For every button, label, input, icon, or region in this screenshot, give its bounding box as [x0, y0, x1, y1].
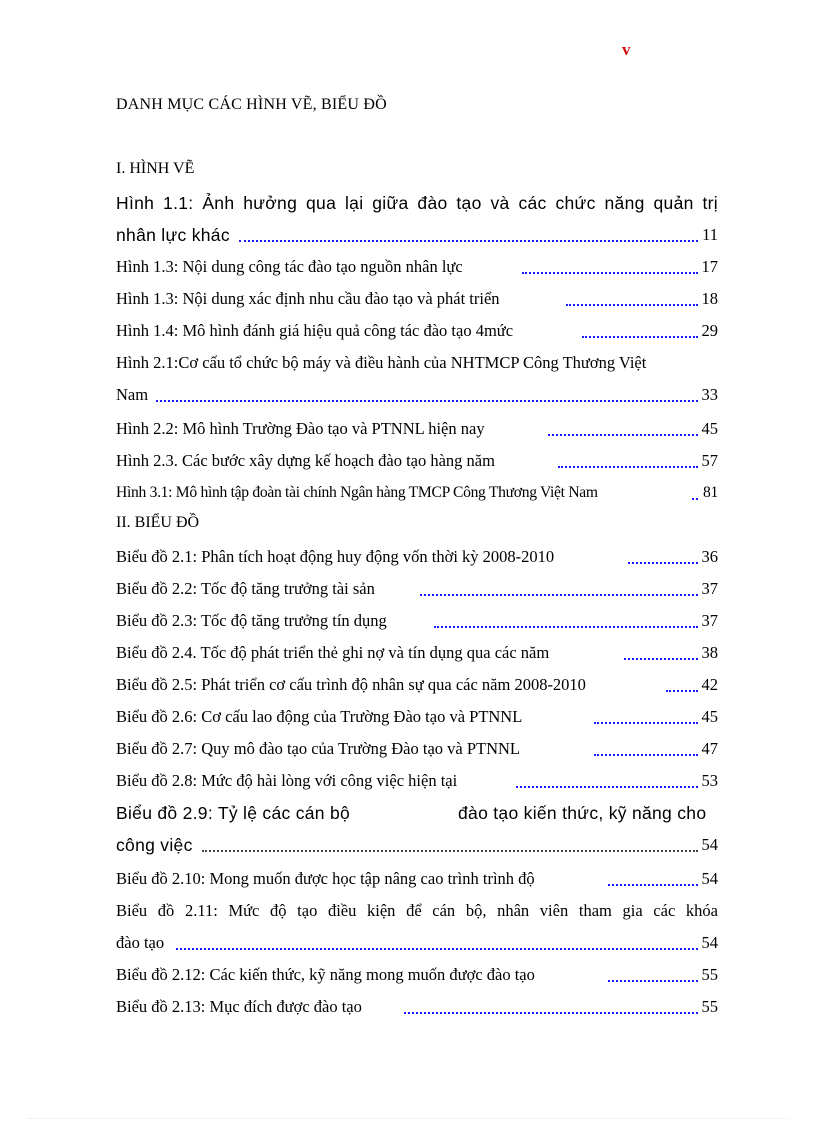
section-charts-heading: II. BIỂU ĐỒ	[116, 514, 200, 531]
toc-entry-label: Biểu đồ 2.8: Mức độ hài lòng với công việc hiện tại	[116, 771, 458, 790]
toc-page-number: 11	[702, 225, 718, 244]
toc-entry-label: Biểu đồ 2.9: Tỷ lệ các cán bộ	[116, 803, 351, 823]
toc-entry-line1[interactable]	[116, 191, 718, 215]
dot-leader	[608, 958, 698, 982]
toc-page-number: 54	[701, 933, 718, 952]
toc-page-number: 37	[701, 579, 718, 598]
toc-page-number: 18	[701, 289, 718, 308]
toc-entry[interactable]	[116, 319, 718, 343]
toc-entry[interactable]	[116, 737, 718, 761]
toc-entry-label: Biểu đồ 2.11: Mức độ tạo điều kiện để cán bộ, nhân viên tham gia các khóa	[116, 901, 718, 920]
toc-entry-label: đào tạo	[116, 933, 165, 952]
toc-page-number: 29	[701, 321, 718, 340]
toc-entry-line1[interactable]	[116, 899, 718, 923]
toc-entry-label: Hình 1.4: Mô hình đánh giá hiệu quả công tác đào tạo 4mức	[116, 321, 514, 340]
toc-page-number: 37	[701, 611, 718, 630]
toc-entry-label: Biểu đồ 2.1: Phân tích hoạt động huy động vốn thời kỳ 2008-2010	[116, 547, 555, 566]
dot-leader	[420, 572, 698, 596]
toc-entry-label: Hình 2.3. Các bước xây dựng kế hoạch đào tạo hàng năm	[116, 451, 495, 470]
dot-leader	[566, 282, 698, 306]
toc-entry-label: nhân lực khác	[116, 225, 230, 245]
dot-leader	[404, 990, 698, 1014]
toc-entry-label: Hình 1.3: Nội dung xác định nhu cầu đào tạo và phát triển	[116, 289, 500, 308]
toc-page-number: 81	[703, 484, 718, 501]
dot-leader	[202, 828, 698, 852]
toc-page-number: 38	[701, 643, 718, 662]
toc-entry-label: Nam	[116, 385, 149, 404]
dot-leader	[624, 636, 698, 660]
section-figures-heading: I. HÌNH VẼ	[116, 160, 195, 177]
page-bottom-border	[28, 1118, 788, 1119]
toc-entry[interactable]	[116, 705, 718, 729]
toc-entry-label: Hình 1.3: Nội dung công tác đào tạo nguồn nhân lực	[116, 257, 463, 276]
toc-page-number: 17	[701, 257, 718, 276]
toc-entry[interactable]	[116, 255, 718, 279]
toc-page-number: 55	[701, 997, 718, 1016]
toc-page-number: 57	[701, 451, 718, 470]
toc-title: DANH MỤC CÁC HÌNH VẼ, BIỂU ĐỒ	[116, 96, 387, 113]
dot-leader	[176, 926, 698, 950]
toc-entry-label: Biểu đồ 2.3: Tốc độ tăng trưởng tín dụng	[116, 611, 387, 630]
dot-leader	[558, 444, 698, 468]
toc-entry[interactable]	[116, 287, 718, 311]
toc-entry[interactable]	[116, 417, 718, 441]
page-number: v	[622, 40, 631, 59]
toc-entry[interactable]	[116, 545, 718, 569]
toc-entry-label: Hình 3.1: Mô hình tập đoàn tài chính Ngân hàng TMCP Công Thương Việt Nam	[116, 484, 598, 501]
toc-entry[interactable]	[116, 867, 718, 891]
dot-leader	[594, 732, 698, 756]
dot-leader	[522, 250, 698, 274]
toc-entry[interactable]	[116, 577, 718, 601]
dot-leader	[239, 218, 698, 242]
toc-entry[interactable]	[116, 383, 718, 407]
dot-leader	[548, 412, 698, 436]
toc-entry-label: Hình 2.1:Cơ cấu tổ chức bộ máy và điều hành của NHTMCP Công Thương Việt	[116, 353, 647, 372]
toc-entry[interactable]	[116, 963, 718, 987]
dot-leader	[516, 764, 698, 788]
toc-entry-label: Biểu đồ 2.12: Các kiến thức, kỹ năng mong muốn được đào tạo	[116, 965, 535, 984]
toc-page-number: 42	[701, 675, 718, 694]
toc-page-number: 54	[701, 869, 718, 888]
toc-entry-line1[interactable]	[116, 801, 718, 825]
toc-entry-label: Hình 2.2: Mô hình Trường Đào tạo và PTNNL hiện nay	[116, 419, 485, 438]
toc-entry-label-cont: đào tạo kiến thức, kỹ năng cho	[458, 803, 707, 823]
toc-page-number: 54	[701, 835, 718, 854]
toc-entry[interactable]	[116, 223, 718, 247]
toc-page-number: 45	[701, 419, 718, 438]
toc-entry-label: Biểu đồ 2.2: Tốc độ tăng trưởng tài sản	[116, 579, 375, 598]
dot-leader	[434, 604, 698, 628]
toc-page-number: 36	[701, 547, 718, 566]
toc-entry-label: Biểu đồ 2.13: Mục đích được đào tạo	[116, 997, 362, 1016]
toc-entry[interactable]	[116, 673, 718, 697]
dot-leader	[582, 314, 698, 338]
toc-page-number: 45	[701, 707, 718, 726]
toc-entry[interactable]	[116, 609, 718, 633]
toc-entry-line1[interactable]	[116, 351, 718, 375]
toc-entry-label: công việc	[116, 835, 193, 855]
toc-entry[interactable]	[116, 995, 718, 1019]
toc-entry-label: Biểu đồ 2.10: Mong muốn được học tập nâng cao trình trình độ	[116, 869, 535, 888]
toc-entry-label: Biểu đồ 2.5: Phát triển cơ cấu trình độ nhân sự qua các năm 2008-2010	[116, 675, 586, 694]
toc-entry[interactable]	[116, 769, 718, 793]
dot-leader	[594, 700, 698, 724]
toc-page-number: 47	[701, 739, 718, 758]
dot-leader	[608, 862, 698, 886]
toc-entry-label: Biểu đồ 2.6: Cơ cấu lao động của Trường Đào tạo và PTNNL	[116, 707, 523, 726]
toc-entry-label: Biểu đồ 2.7: Quy mô đào tạo của Trường Đào tạo và PTNNL	[116, 739, 521, 758]
dot-leader	[156, 378, 698, 402]
toc-page-number: 53	[701, 771, 718, 790]
toc-entry[interactable]	[116, 641, 718, 665]
dot-leader	[628, 540, 698, 564]
toc-entry[interactable]	[116, 481, 718, 505]
toc-entry-label: Hình 1.1: Ảnh hưởng qua lại giữa đào tạo và các chức năng quản trị	[116, 193, 718, 213]
toc-page-number: 33	[701, 385, 718, 404]
toc-entry[interactable]	[116, 833, 718, 857]
dot-leader	[666, 668, 698, 692]
toc-entry-label: Biểu đồ 2.4. Tốc độ phát triển thẻ ghi nợ và tín dụng qua các năm	[116, 643, 550, 662]
toc-page-number: 55	[701, 965, 718, 984]
toc-entry[interactable]	[116, 449, 718, 473]
dot-leader	[692, 476, 698, 500]
toc-entry[interactable]	[116, 931, 718, 955]
